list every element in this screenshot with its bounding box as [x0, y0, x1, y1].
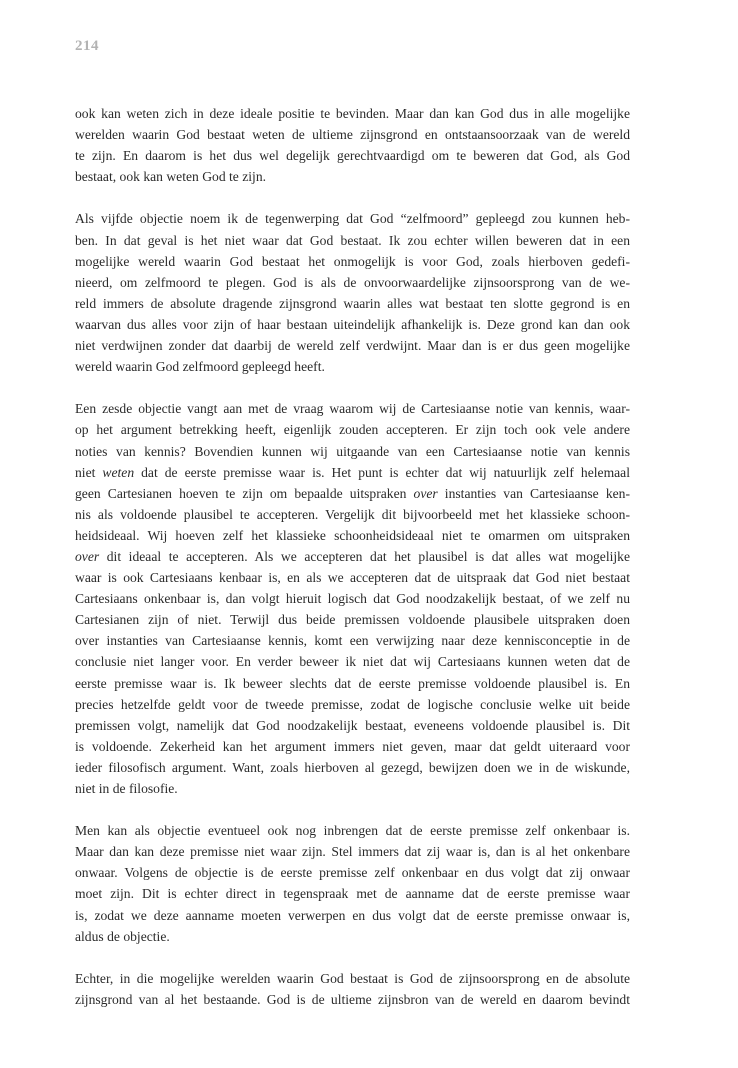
text-line: [75, 272, 630, 293]
text-line: [75, 335, 630, 356]
paragraph: [75, 103, 630, 187]
text-segment: Cartesianen zijn of niet. Terwijl dus beide premissen voldoende plausibele uitspraken doen: [75, 612, 630, 628]
text-line: [75, 883, 630, 904]
text-segment: ieder filosofisch argument. Want, zoals hierboven al gezegd, bewijzen doen we in de wiskunde,: [75, 759, 630, 775]
paragraph-gap: [75, 799, 630, 820]
text-segment: eerste premisse waar is. Ik beweer slechts dat de eerste premisse voldoende plausibel is. En: [75, 675, 630, 691]
text-segment: Een zesde objectie vangt aan met de vraag waarom wij de Cartesiaanse notie van kennis, waar-: [75, 401, 630, 417]
text-line: [75, 757, 630, 778]
text-line: [75, 504, 630, 525]
text-segment: Als vijfde objectie noem ik de tegenwerping dat God “zelfmoord” gepleegd zou kunnen heb-: [75, 211, 630, 227]
text-line: [75, 398, 630, 419]
text-segment: nieerd, om zelfmoord te plegen. God is als de onvoorwaardelijke zijnsoorsprong van de we-: [75, 274, 630, 290]
text-segment: over instanties van Cartesiaanse kennis, komt een verwijzing naar deze kennisconceptie in de: [75, 633, 630, 649]
text-line: [75, 546, 630, 567]
text-line: [75, 905, 630, 926]
text-line: [75, 609, 630, 630]
text-segment: ben. In dat geval is het niet waar dat God bestaat. Ik zou echter willen beweren dat in een: [75, 232, 630, 248]
text-segment: niet: [75, 464, 103, 480]
text-segment: Men kan als objectie eventueel ook nog inbrengen dat de eerste premisse zelf onkenbaar is.: [75, 823, 630, 839]
text-line: [75, 356, 630, 377]
text-line: [75, 314, 630, 335]
text-line: [75, 926, 630, 947]
text-line: [75, 862, 630, 883]
text-line: [75, 462, 630, 483]
text-line: [75, 736, 630, 757]
text-segment: is voldoende. Zekerheid kan het argument immers niet geven, maar dat geldt uiteraard voor: [75, 738, 630, 754]
text-line: [75, 145, 630, 166]
text-segment: niet verdwijnen zonder dat daarbij de wereld zelf verdwijnt. Maar dan is er dus geen mogelijke: [75, 338, 630, 354]
text-segment: Maar dan kan deze premisse niet waar zijn. Stel immers dat zij waar is, dan is al het onkenbare: [75, 844, 630, 860]
text-line: [75, 630, 630, 651]
text-line: [75, 293, 630, 314]
text-segment: te zijn. En daarom is het dus wel degelijk gerechtvaardigd om te beweren dat God, als God: [75, 148, 630, 164]
text-line: [75, 651, 630, 672]
paragraph-gap: [75, 377, 630, 398]
text-segment: ook kan weten zich in deze ideale positie te bevinden. Maar dan kan God dus in alle mogelijke: [75, 106, 630, 121]
paragraph: [75, 968, 630, 1010]
text-segment: bestaat, ook kan weten God te zijn.: [75, 169, 267, 185]
text-line: [75, 588, 630, 609]
text-line: [75, 124, 630, 145]
text-segment: precies hetzelfde geldt voor de tweede premisse, zodat de logische conclusie welke uit beide: [75, 696, 630, 712]
text-line: [75, 208, 630, 229]
text-line: [75, 419, 630, 440]
text-segment: premissen volgt, namelijk dat God noodzakelijk bestaat, eveneens voldoende plausibel is. Dit: [75, 717, 630, 733]
text-segment: moet zijn. Dit is echter direct in tegenspraak met de aanname dat de eerste premisse waar: [75, 886, 630, 902]
text-segment: heidsideaal. Wij hoeven zelf het klassieke schoonheidsideaal niet te omarmen om uitspraken: [75, 527, 630, 543]
text-line: [75, 230, 630, 251]
text-segment: op het argument betrekking heeft, eigenlijk zouden accepteren. Er zijn toch ook vele andere: [75, 422, 630, 438]
text-line: [75, 166, 630, 187]
text-line: [75, 525, 630, 546]
text-line: [75, 694, 630, 715]
text-line: [75, 483, 630, 504]
text-segment: wereld waarin God zelfmoord gepleegd heeft.: [75, 359, 325, 375]
text-segment: is, zodat we deze aanname moeten verwerpen en dus volgt dat de eerste premisse onwaar is,: [75, 907, 630, 923]
text-line: [75, 989, 630, 1010]
text-segment: instanties van Cartesiaanse ken-: [437, 485, 630, 501]
text-segment: reld immers de absolute dragende zijnsgrond waarin alles wat bestaat ten slotte gegrond is en: [75, 295, 630, 311]
text-segment: nis als voldoende plausibel te accepteren. Vergelijk dit bijvoorbeeld met het klassieke schoon-: [75, 506, 630, 522]
text-line: [75, 715, 630, 736]
text-line: [75, 673, 630, 694]
body-text: [75, 103, 630, 1010]
text-segment: Echter, in die mogelijke werelden waarin God bestaat is God de zijnsoorsprong en de absolute: [75, 970, 630, 986]
text-segment: waar is ook Cartesiaans kenbaar is, en als we accepteren dat de uitspraak dat God niet bestaat: [75, 570, 630, 586]
text-segment: dat de eerste premisse waar is. Het punt is echter dat wij natuurlijk zelf helemaal: [134, 464, 630, 480]
text-line: [75, 841, 630, 862]
text-segment: geen Cartesianen hoeven te zijn om bepaalde uitspraken: [75, 485, 414, 501]
emphasis-text: over: [75, 548, 100, 564]
text-segment: onwaar. Volgens de objectie is de eerste premisse zelf onkenbaar en dus volgt dat zij onwaar: [75, 865, 630, 881]
text-line: [75, 567, 630, 588]
paragraph-gap: [75, 187, 630, 208]
text-line: [75, 441, 630, 462]
text-segment: niet in de filosofie.: [75, 781, 178, 796]
emphasis-text: weten: [102, 464, 135, 480]
text-line: [75, 251, 630, 272]
paragraph: [75, 208, 630, 377]
text-segment: werelden waarin God bestaat weten de ultieme zijnsgrond en ontstaansoorzaak van de wereld: [75, 127, 630, 143]
paragraph-gap: [75, 947, 630, 968]
text-line: [75, 820, 630, 841]
text-segment: zijnsgrond van al het bestaande. God is de ultieme zijnsbron van de wereld en daarom bevindt: [75, 991, 630, 1007]
text-segment: conclusie niet langer voor. En verder beweer ik niet dat wij Cartesiaans kunnen weten dat de: [75, 654, 630, 670]
text-line: [75, 103, 630, 124]
text-segment: aldus de objectie.: [75, 928, 170, 944]
paragraph: [75, 820, 630, 947]
text-segment: mogelijke wereld waarin God bestaat het onmogelijk is voor God, zoals hierboven gedefi-: [75, 253, 630, 269]
text-segment: Cartesiaans onkenbaar is, dan volgt hieruit logisch dat God noodzakelijk bestaat, of we zelf nu: [75, 591, 630, 607]
text-line: [75, 778, 630, 799]
text-segment: dit ideaal te accepteren. Als we accepteren dat het plausibel is dat alles wat mogelijke: [99, 548, 630, 564]
text-segment: noties van kennis? Bovendien kunnen wij uitgaande van een Cartesiaanse notie van kennis: [75, 443, 630, 459]
paragraph: [75, 398, 630, 799]
page-number: 214: [75, 38, 99, 54]
text-segment: waarvan dus alles voor zijn of haar bestaan uiteindelijk afhankelijk is. Deze grond kan dan ook: [75, 316, 630, 332]
emphasis-text: over: [413, 485, 438, 501]
text-line: [75, 968, 630, 989]
